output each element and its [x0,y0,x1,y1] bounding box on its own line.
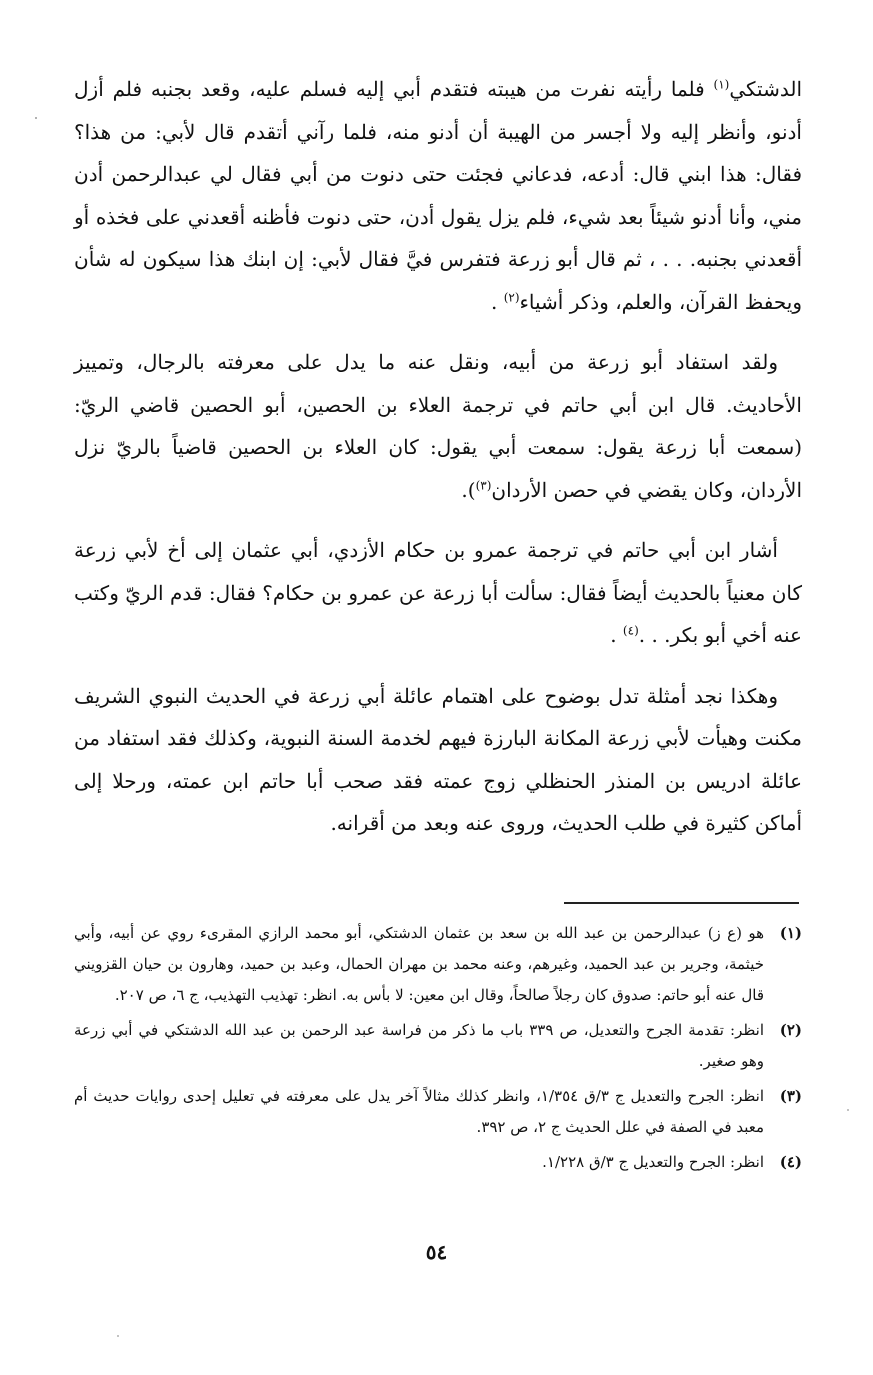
footnote-4 [74,1147,802,1178]
footnote-number: (٤) [779,1153,802,1171]
paragraph-4-body: وهكذا نجد أمثلة تدل بوضوح على اهتمام عائلة أبي زرعة في الحديث النبوي الشريف مكنت وهيأت لأبي زرعة المكانة البارزة فيهم لخدمة السنة النبوية، وكذلك فقد استفاد من عائلة ادريس بن المنذر الحنظلي زوج عمته فقد صحب أبا حاتم ابن عمته، ورحلا إلى أماكن كثيرة في طلب الحديث، وروى عنه وبعد من أقرانه. [74,683,802,835]
paragraph-1-end: . [490,289,504,314]
footnote-ref-3: (٣) [475,477,492,492]
footnote-ref-1: (١) [713,77,730,92]
scan-speck [117,1335,119,1337]
paragraph-3-body: أشار ابن أبي حاتم في ترجمة عمرو بن حكام الأزدي، أبي عثمان إلى أخ لأبي زرعة كان معنياً بالحديث أيضاً فقال: سألت أبا زرعة عن عمرو بن حكام؟ فقال: قدم الريّ وكتب عنه أخي أبو بكر. . . [74,538,802,647]
paragraph-2-end: ). [461,477,476,502]
footnotes [74,918,802,1182]
paragraph-2 [74,341,802,511]
footnote-number: (١) [779,924,802,942]
paragraph-3-end: . [610,623,623,647]
paragraph-4 [74,675,802,845]
footnote-number: (٢) [779,1021,802,1039]
footnote-ref-2: (٢) [503,289,520,304]
footnote-text: انظر: الجرح والتعديل ج ٣/ق ١/٢٢٨. [542,1153,764,1171]
paragraph-1-start: الدشتكي [729,77,802,101]
footnote-3 [74,1081,802,1143]
footnote-ref-4: (٤) [622,623,639,638]
scan-speck [35,117,37,119]
footnote-text: هو (ع ز) عبدالرحمن بن عبد الله بن سعد بن عثمان الدشتكي، أبو محمد الرازي المقرىء روي عن أبيه، وأبي خيثمة، وجرير بن عبد الحميد، وغيرهم، وعنه محمد بن مهران الحمال، وعبد بن حميد، وهارون بن حيان القزويني قال عنه أبو حاتم: صدوق كان رجلاً صالحاً، وقال ابن معين: لا بأس به. انظر: تهذيب التهذيب، ج ٦، ص ٢٠٧. [74,924,764,1004]
paragraph-1 [74,68,802,323]
footnote-divider [564,902,799,904]
main-text [74,68,802,863]
paragraph-2-body: ولقد استفاد أبو زرعة من أبيه، ونقل عنه ما يدل على معرفته بالرجال، وتمييز الأحاديث. قال ابن أبي حاتم في ترجمة العلاء بن الحصين، أبو الحصين قاضي الريّ: (سمعت أبا زرعة يقول: سمعت أبي يقول: كان العلاء بن الحصين قاضياً بالريّ نزل الأردان، وكان يقضي في حصن الأردان [74,350,802,502]
paragraph-1-body: فلما رأيته نفرت من هيبته فتقدم أبي إليه فسلم عليه، وقعد بجنبه فلم أزل أدنو، وأنظر إليه ولا أجسر من الهيبة أن أدنو منه، فلما رآني أتقدم قال لأبي: من هذا؟ فقال: هذا ابني قال: أدعه، فدعاني فجئت حتى دنوت من أبي فقال لي عبدالرحمن أدن مني، وأنا أدنو شيئاً بعد شيء، فلم يزل يقول أدن، حتى دنوت فأظنه أقعدني على فخذه أو أقعدني بجنبه. . . ، ثم قال أبو زرعة فتفرس فيَّ فقال لأبي: إن ابنك هذا سيكون له شأن ويحفظ القرآن، والعلم، وذكر أشياء [74,77,803,314]
footnote-text: انظر: تقدمة الجرح والتعديل، ص ٣٣٩ باب ما ذكر من فراسة عبد الرحمن بن عبد الله الدشتكي في أبي زرعة وهو صغير. [74,1021,764,1070]
scan-speck [847,1109,849,1111]
page-number: ٥٤ [425,1240,448,1264]
footnote-1 [74,918,802,1011]
footnote-2 [74,1015,802,1077]
footnote-number: (٣) [779,1087,802,1105]
paragraph-3 [74,529,802,657]
footnote-text: انظر: الجرح والتعديل ج ٣/ق ١/٣٥٤، وانظر كذلك مثالاً آخر يدل على معرفته في تعليل إحدى روايات حديث أم معبد في الصفة في علل الحديث ج ٢، ص ٣٩٢. [74,1087,765,1136]
